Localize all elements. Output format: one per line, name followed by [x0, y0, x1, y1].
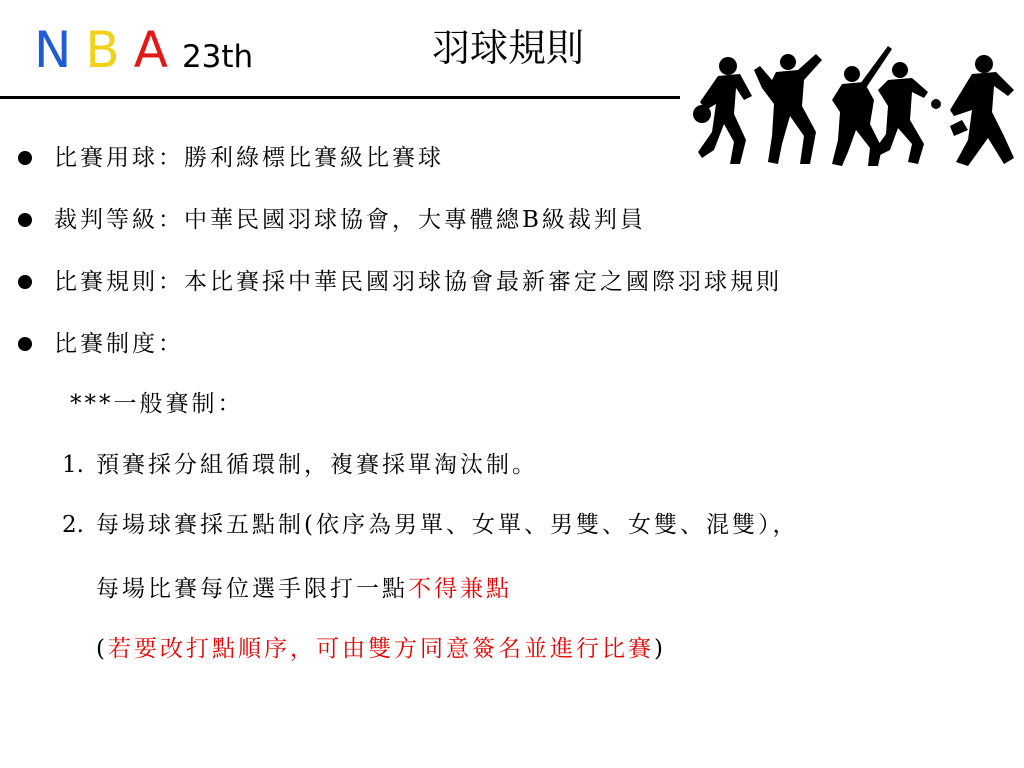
emphasis-text: 不得兼點: [408, 576, 512, 602]
bullet-icon: [18, 213, 32, 227]
rule-label: 比賽規則：: [54, 269, 184, 295]
rule-text: 勝利綠標比賽級比賽球: [184, 145, 444, 171]
header-divider: [0, 96, 680, 99]
rule-label: 比賽用球：: [54, 145, 184, 171]
bullet-icon: [18, 275, 32, 289]
note-open-paren: (: [96, 636, 108, 662]
list-item: [18, 262, 782, 324]
item-text: 每場比賽每位選手限打一點: [96, 576, 408, 602]
rules-list: [18, 138, 782, 386]
list-item: [18, 324, 782, 386]
rule-text: 本比賽採中華民國羽球協會最新審定之國際羽球規則: [184, 269, 782, 295]
logo-letter-n: N: [34, 21, 72, 79]
list-item: [18, 138, 782, 200]
bullet-icon: [18, 151, 32, 165]
bullet-icon: [18, 337, 32, 351]
rule-text: 中華民國羽球協會，大專體總B級裁判員: [184, 207, 646, 233]
nba-logo: [34, 18, 253, 82]
note-close-paren: ): [653, 636, 666, 662]
item-text: 預賽採分組循環制，複賽採單淘汰制。: [96, 452, 538, 478]
item-number: 1.: [62, 452, 84, 478]
system-heading: ***一般賽制：: [70, 391, 244, 417]
page-title: 羽球規則: [432, 26, 585, 70]
order-change-note: [96, 632, 666, 666]
item-text: 每場球賽採五點制(依序為男單、女單、男雙、女雙、混雙），: [96, 512, 799, 538]
system-item-2-continued: [96, 572, 512, 606]
system-item-2: [62, 508, 798, 542]
item-number: 2.: [62, 512, 84, 538]
rule-label: 裁判等級：: [54, 207, 184, 233]
system-item-1: [62, 448, 538, 482]
logo-letter-a: A: [133, 21, 168, 79]
note-text: 若要改打點順序，可由雙方同意簽名並進行比賽: [107, 636, 654, 662]
logo-letter-b: B: [85, 21, 120, 79]
logo-edition: 23th: [181, 39, 254, 75]
rule-label: 比賽制度：: [54, 331, 184, 357]
list-item: [18, 200, 782, 262]
